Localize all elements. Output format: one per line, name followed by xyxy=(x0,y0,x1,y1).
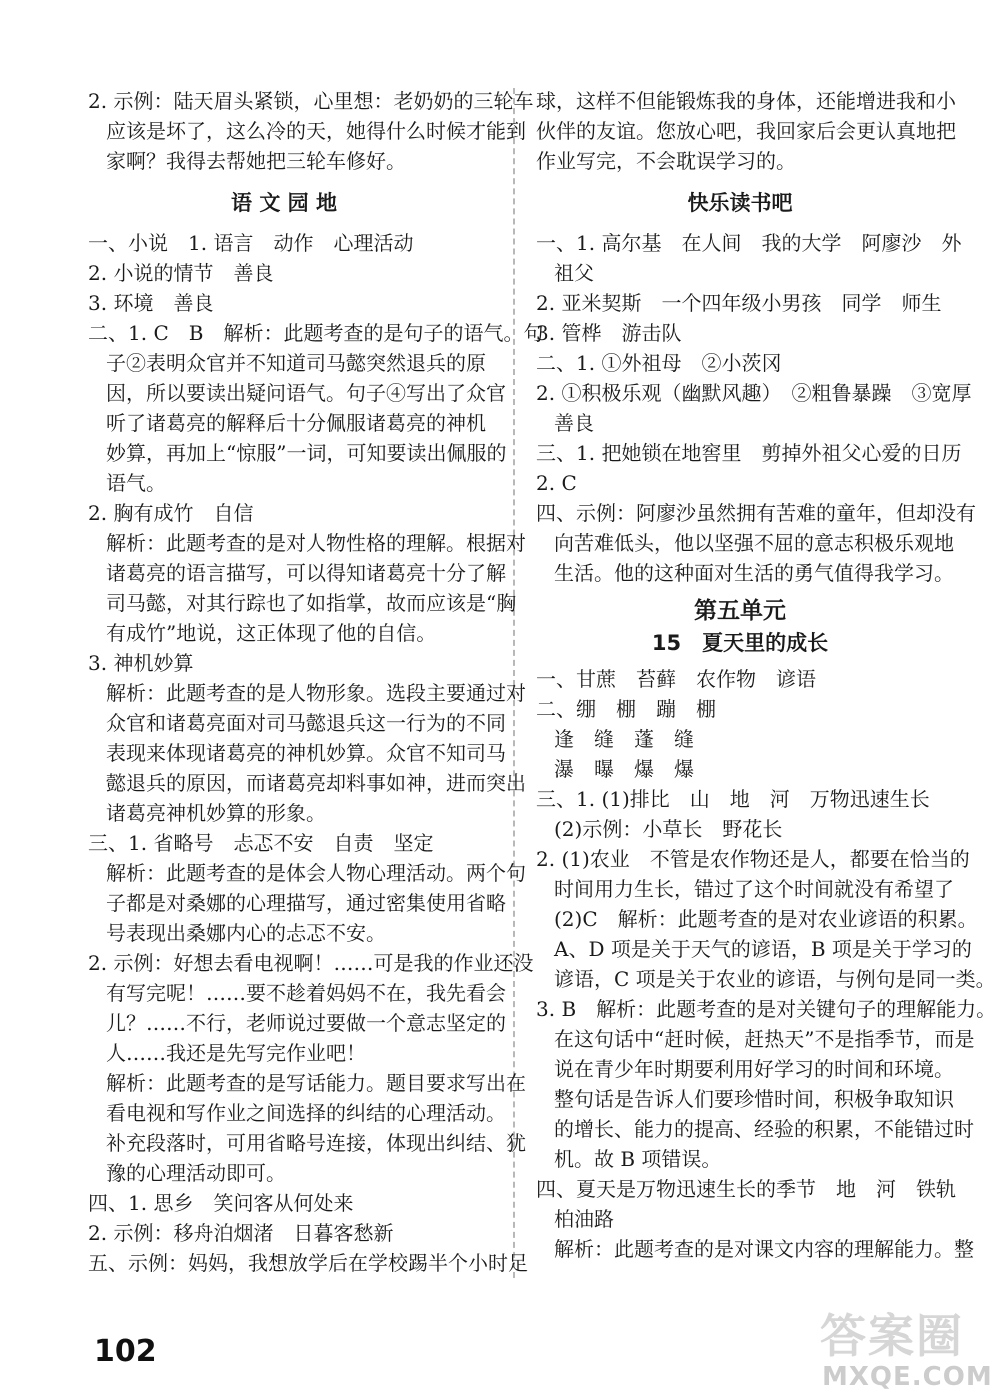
answer-line: 2. ①积极乐观（幽默风趣） ②粗鲁暴躁 ③宽厚 xyxy=(536,381,972,405)
answer-line: (2)示例：小草长 野花长 xyxy=(554,817,783,841)
answer-line: 三、1. (1)排比 山 地 河 万物迅速生长 xyxy=(536,787,930,811)
answer-line: 柏油路 xyxy=(554,1207,614,1231)
answer-line: 3. 神机妙算 xyxy=(88,651,194,675)
answer-line: 语气。 xyxy=(106,471,166,495)
answer-line: 在这句话中“赶时候，赶热天”不是指季节，而是 xyxy=(554,1027,975,1051)
answer-line: 2. (1)农业 不管是农作物还是人，都要在恰当的 xyxy=(536,847,970,871)
right-top-answers xyxy=(536,86,956,176)
answer-line: 球，这样不但能锻炼我的身体，还能增进我和小 xyxy=(536,89,956,113)
answer-line: 2. 胸有成竹 自信 xyxy=(88,501,254,525)
answer-line: 五、示例：妈妈，我想放学后在学校踢半个小时足 xyxy=(88,1251,528,1275)
answer-line: 应该是坏了，这么冷的天，她得什么时候才能到 xyxy=(106,119,526,143)
answer-line: 看电视和写作业之间选择的纠结的心理活动。 xyxy=(106,1101,506,1125)
answer-line: 作业写完，不会耽误学习的。 xyxy=(536,149,796,173)
answer-line: 2. 示例：陆天眉头紧锁，心里想：老奶奶的三轮车 xyxy=(88,89,534,113)
answer-line: 家啊？我得去帮她把三轮车修好。 xyxy=(106,149,406,173)
answer-line: 伙伴的友谊。您放心吧，我回家后会更认真地把 xyxy=(536,119,956,143)
answer-line: 2. 小说的情节 善良 xyxy=(88,261,274,285)
answer-line: 子都是对桑娜的心理描写，通过密集使用省略 xyxy=(106,891,506,915)
answer-line: 四、示例：阿廖沙虽然拥有苦难的童年，但却没有 xyxy=(536,501,976,525)
right-column xyxy=(536,86,997,1264)
answer-line: 机。故 B 项错误。 xyxy=(554,1147,722,1171)
answer-line: 三、1. 省略号 忐忑不安 自责 坚定 xyxy=(88,831,434,855)
answer-line: 众官和诸葛亮面对司马懿退兵这一行为的不同 xyxy=(106,711,506,735)
answer-line: 解析：此题考查的是对课文内容的理解能力。整 xyxy=(554,1237,974,1261)
answer-line: 人……我还是先写完作业吧！ xyxy=(106,1041,366,1065)
answer-line: 生活。他的这种面对生活的勇气值得我学习。 xyxy=(554,561,954,585)
answer-line: 向苦难低头，他以坚强不屈的意志积极乐观地 xyxy=(554,531,954,555)
answer-line: 祖父 xyxy=(554,261,594,285)
left-column xyxy=(88,86,544,1278)
watermark xyxy=(820,1300,993,1395)
answer-line: 号表现出桑娜内心的忐忑不安。 xyxy=(106,921,386,945)
answer-line: 解析：此题考查的是人物形象。选段主要通过对 xyxy=(106,681,526,705)
answer-line: 一、甘蔗 苔藓 农作物 谚语 xyxy=(536,667,816,691)
lesson-15-answers xyxy=(536,664,997,1264)
answer-line: 二、1. ①外祖母 ②小茨冈 xyxy=(536,351,782,375)
answer-line: 2. 亚米契斯 一个四年级小男孩 同学 师生 xyxy=(536,291,942,315)
answer-line: 懿退兵的原因，而诸葛亮却料事如神，进而突出 xyxy=(106,771,526,795)
answer-line: 3. 管桦 游击队 xyxy=(536,321,682,345)
answer-line: 一、小说 1. 语言 动作 心理活动 xyxy=(88,231,414,255)
answer-line: 四、1. 思乡 笑问客从何处来 xyxy=(88,1191,354,1215)
answer-line: 听了诸葛亮的解释后十分佩服诸葛亮的神机 xyxy=(106,411,486,435)
answer-line: 瀑 曝 爆 爆 xyxy=(554,757,694,781)
unit-heading: 第五单元 xyxy=(694,598,786,624)
answer-line: 2. C xyxy=(536,471,577,495)
lesson-heading: 15 夏天里的成长 xyxy=(651,631,829,655)
answer-line: A、D 项是关于天气的谚语，B 项是关于学习的 xyxy=(554,937,972,961)
answer-line: 解析：此题考查的是体会人物心理活动。两个句 xyxy=(106,861,526,885)
answer-line: 有写完呢！……要不趁着妈妈不在，我先看会 xyxy=(106,981,506,1005)
answer-line: 补充段落时，可用省略号连接，体现出纠结、犹 xyxy=(106,1131,526,1155)
answer-line: 2. 示例：好想去看电视啊！……可是我的作业还没 xyxy=(88,951,534,975)
answer-line: 3. B 解析：此题考查的是对关键句子的理解能力。 xyxy=(536,997,997,1021)
section-heading-reading-club: 快乐读书吧 xyxy=(687,191,793,215)
answer-line: 四、夏天是万物迅速生长的季节 地 河 铁轨 xyxy=(536,1177,956,1201)
answer-line: 儿？……不行，老师说过要做一个意志坚定的 xyxy=(106,1011,506,1035)
watermark-url: MXQE.COM xyxy=(822,1362,993,1392)
answer-line: 二、绷 棚 蹦 棚 xyxy=(536,697,716,721)
answer-line: 司马懿，对其行踪也了如指掌，故而应该是“胸 xyxy=(106,591,517,615)
answer-line: 2. 示例：移舟泊烟渚 日暮客愁新 xyxy=(88,1221,394,1245)
answer-line: (2)C 解析：此题考查的是对农业谚语的积累。 xyxy=(554,907,978,931)
answer-line: 三、1. 把她锁在地窖里 剪掉外祖父心爱的日历 xyxy=(536,441,962,465)
answer-line: 谚语，C 项是关于农业的谚语，与例句是同一类。 xyxy=(554,967,996,991)
section-heading-chinese-garden: 语 文 园 地 xyxy=(231,191,337,215)
answer-line: 有成竹”地说，这正体现了他的自信。 xyxy=(106,621,437,645)
answer-line: 诸葛亮的语言描写，可以得知诸葛亮十分了解 xyxy=(106,561,506,585)
watermark-logo: 答案圈 xyxy=(820,1309,964,1363)
answer-line: 表现来体现诸葛亮的神机妙算。众官不知司马 xyxy=(106,741,506,765)
answer-line: 子②表明众官并不知道司马懿突然退兵的原 xyxy=(106,351,486,375)
answer-line: 善良 xyxy=(554,411,594,435)
answer-line: 诸葛亮神机妙算的形象。 xyxy=(106,801,326,825)
answer-line: 的增长、能力的提高、经验的积累，不能错过时 xyxy=(554,1117,974,1141)
reading-club-answers xyxy=(536,228,976,588)
answer-line: 逢 缝 蓬 缝 xyxy=(554,727,694,751)
answer-line: 妙算，再加上“惊服”一词，可知要读出佩服的 xyxy=(106,441,507,465)
left-top-answers xyxy=(88,86,534,176)
page-number: 102 xyxy=(94,1334,157,1369)
chinese-garden-answers xyxy=(88,228,544,1278)
answer-line: 说在青少年时期要利用好学习的时间和环境。 xyxy=(554,1057,954,1081)
answer-line: 整句话是告诉人们要珍惜时间，积极争取知识 xyxy=(554,1087,954,1111)
answer-line: 二、1. C B 解析：此题考查的是句子的语气。句 xyxy=(88,321,544,345)
answer-line: 因，所以要读出疑问语气。句子④写出了众官 xyxy=(106,381,506,405)
answer-line: 解析：此题考查的是对人物性格的理解。根据对 xyxy=(106,531,526,555)
answer-line: 一、1. 高尔基 在人间 我的大学 阿廖沙 外 xyxy=(536,231,962,255)
answer-line: 解析：此题考查的是写话能力。题目要求写出在 xyxy=(106,1071,526,1095)
answer-line: 豫的心理活动即可。 xyxy=(106,1161,286,1185)
answer-line: 3. 环境 善良 xyxy=(88,291,214,315)
answer-line: 时间用力生长，错过了这个时间就没有希望了 xyxy=(554,877,954,901)
